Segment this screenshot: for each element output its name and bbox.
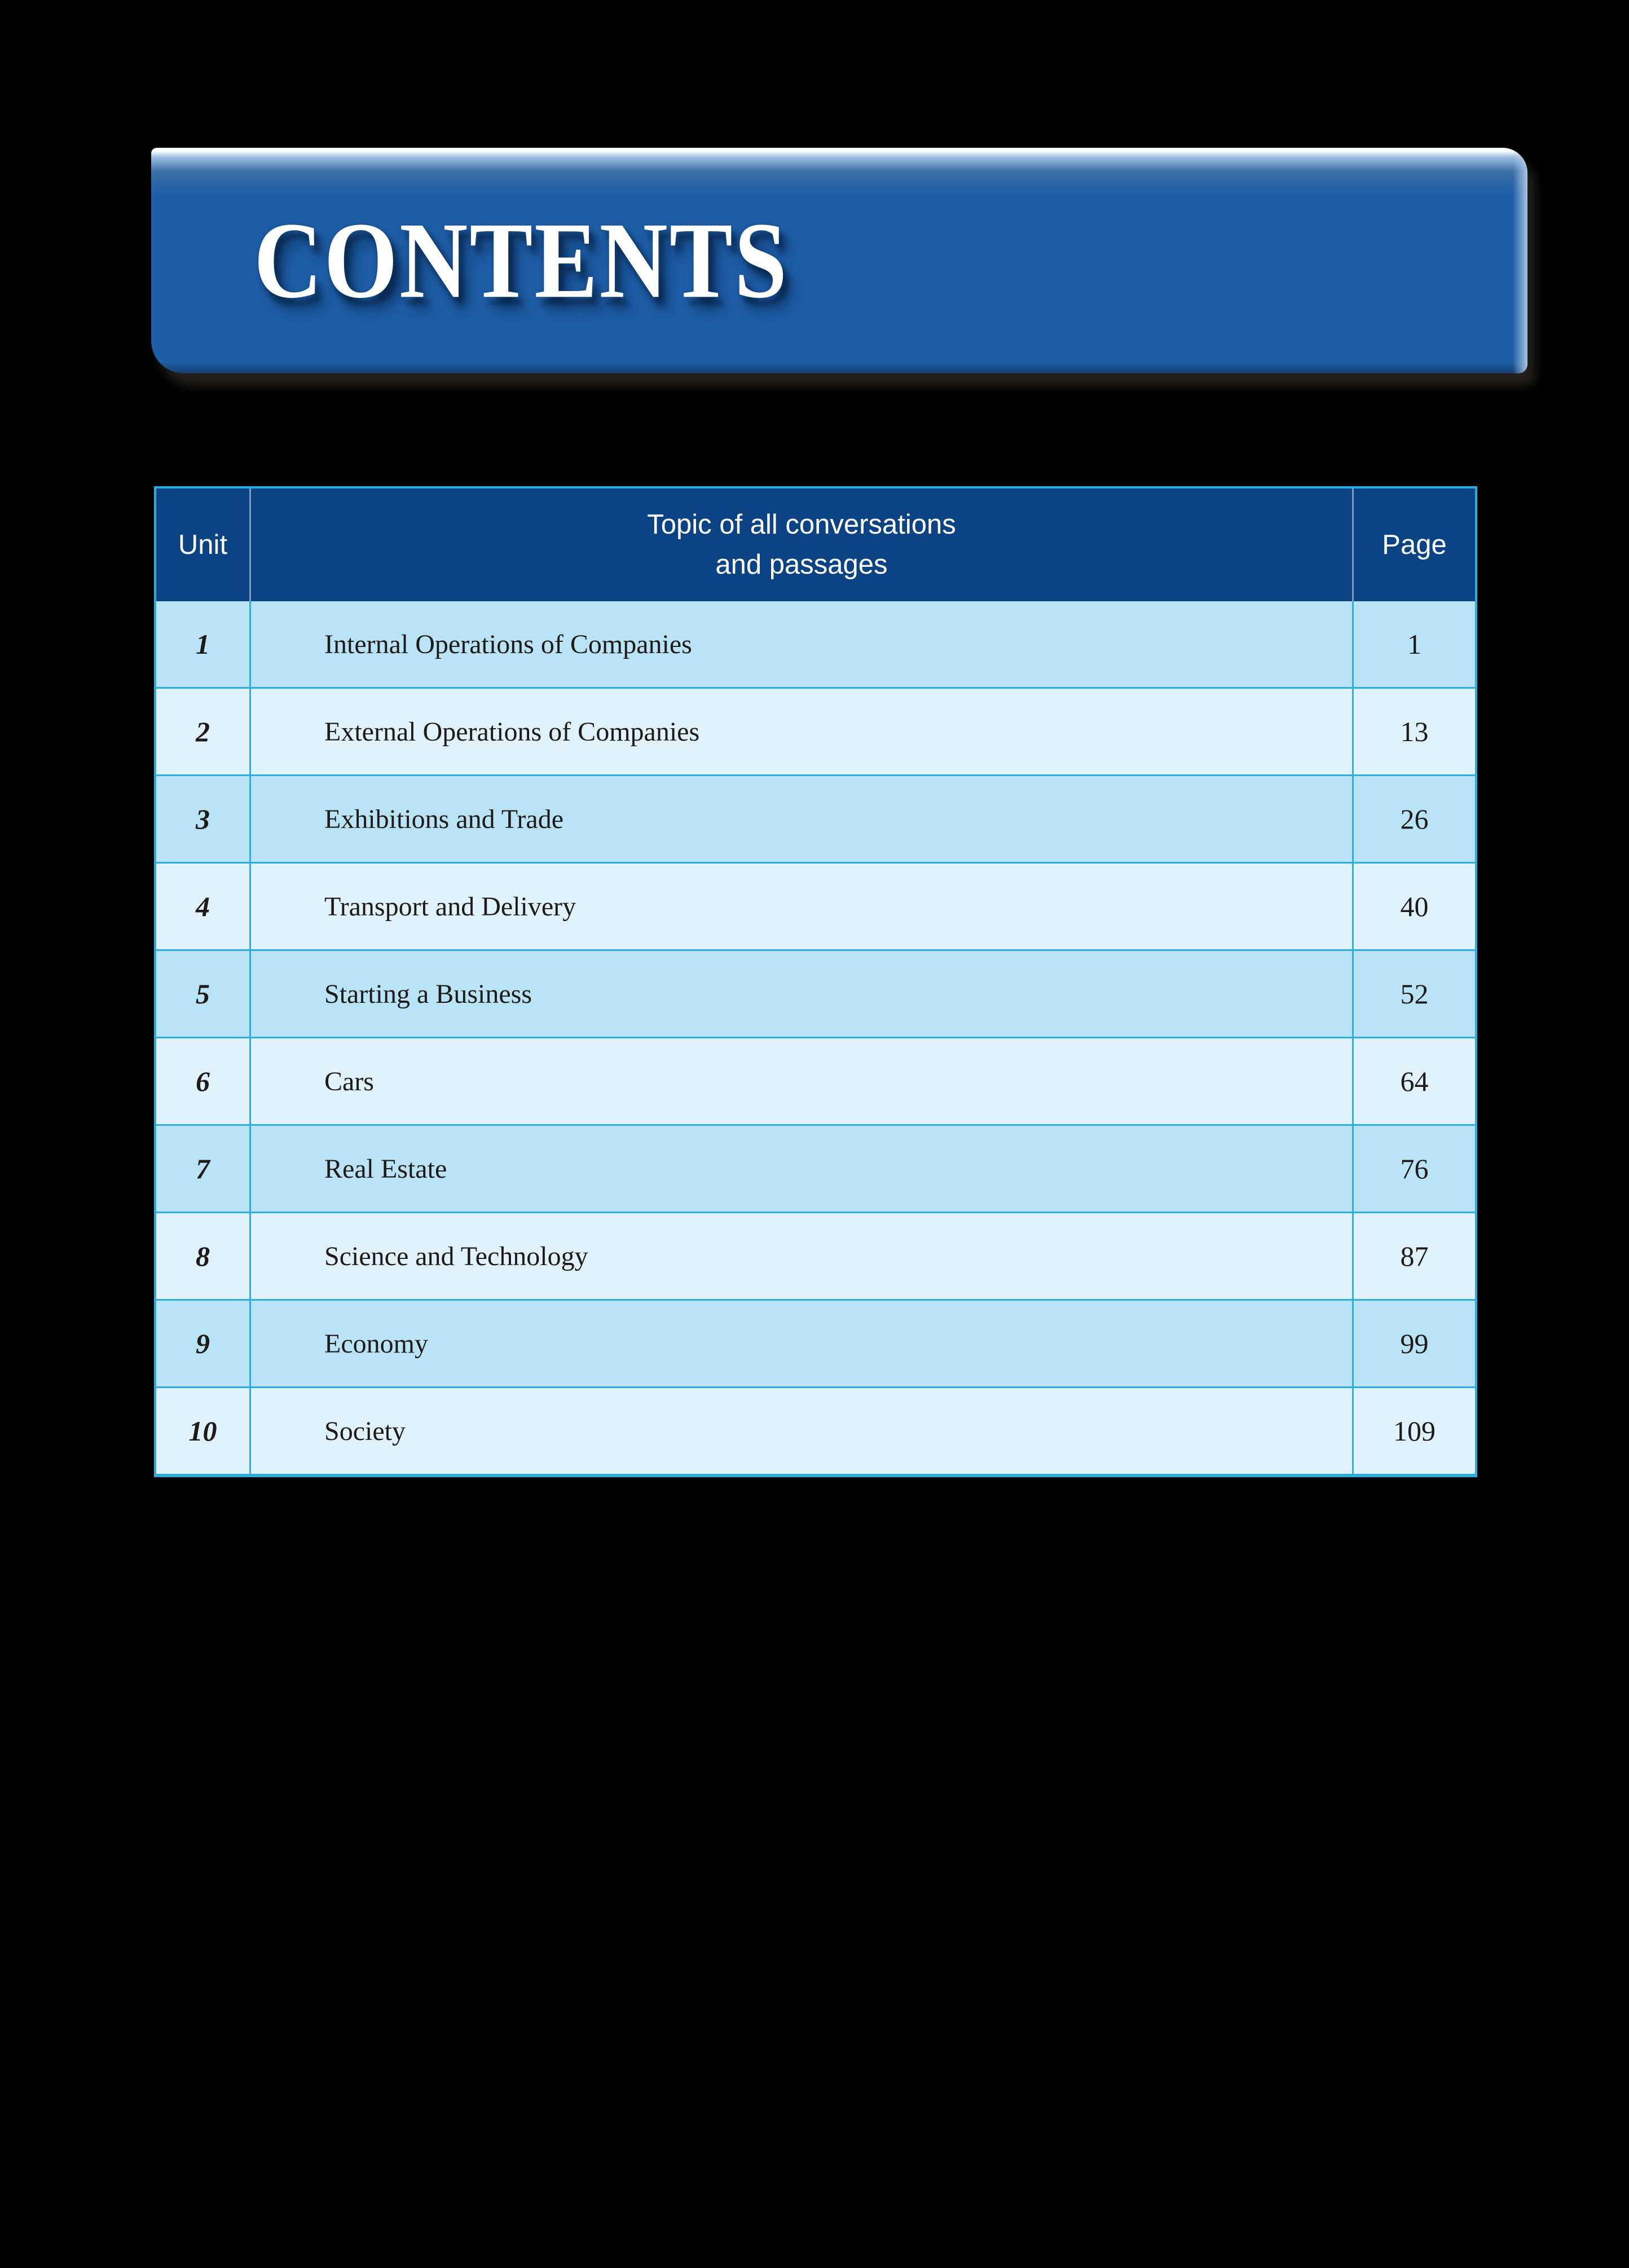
topic-cell: Society <box>251 1388 1354 1474</box>
topic-cell: Cars <box>251 1038 1354 1124</box>
unit-cell: 1 <box>156 601 251 687</box>
unit-cell: 4 <box>156 864 251 949</box>
unit-cell: 3 <box>156 776 251 862</box>
table-header-row <box>156 488 1475 601</box>
unit-cell: 7 <box>156 1126 251 1212</box>
contents-table <box>154 486 1477 1477</box>
table-row <box>156 949 1475 1037</box>
page-cell: 1 <box>1407 628 1421 660</box>
unit-cell: 6 <box>156 1038 251 1124</box>
header-topic-line1: Topic of all conversations <box>647 509 956 540</box>
table-row <box>156 601 1475 687</box>
unit-cell: 2 <box>156 689 251 774</box>
table-row <box>156 1299 1475 1386</box>
table-row <box>156 1124 1475 1212</box>
page-cell: 76 <box>1400 1153 1429 1184</box>
table-row <box>156 774 1475 862</box>
topic-cell: Science and Technology <box>251 1213 1354 1299</box>
table-row <box>156 687 1475 774</box>
table-row <box>156 1212 1475 1299</box>
page-cell: 109 <box>1393 1415 1436 1447</box>
topic-cell: Real Estate <box>251 1126 1354 1212</box>
page-cell: 13 <box>1400 716 1429 747</box>
table-row <box>156 1386 1475 1474</box>
table-row <box>156 862 1475 949</box>
topic-cell: Starting a Business <box>251 951 1354 1037</box>
unit-cell: 9 <box>156 1301 251 1386</box>
topic-cell: External Operations of Companies <box>251 689 1354 774</box>
page-cell: 52 <box>1400 978 1429 1010</box>
contents-banner <box>151 148 1527 373</box>
header-topic <box>251 488 1354 601</box>
topic-cell: Exhibitions and Trade <box>251 776 1354 862</box>
page-cell: 26 <box>1400 803 1429 835</box>
topic-cell: Internal Operations of Companies <box>251 601 1354 687</box>
header-topic-line2: and passages <box>715 549 888 580</box>
unit-cell: 8 <box>156 1213 251 1299</box>
unit-cell: 5 <box>156 951 251 1037</box>
table-row <box>156 1037 1475 1124</box>
header-unit: Unit <box>156 488 251 601</box>
unit-cell: 10 <box>156 1388 251 1474</box>
page-cell: 99 <box>1400 1328 1429 1359</box>
topic-cell: Economy <box>251 1301 1354 1386</box>
page-cell: 40 <box>1400 891 1429 922</box>
page-cell: 64 <box>1400 1065 1429 1097</box>
header-page: Page <box>1382 530 1447 560</box>
page-cell: 87 <box>1400 1240 1429 1272</box>
topic-cell: Transport and Delivery <box>251 864 1354 949</box>
page-title: CONTENTS <box>254 200 789 321</box>
